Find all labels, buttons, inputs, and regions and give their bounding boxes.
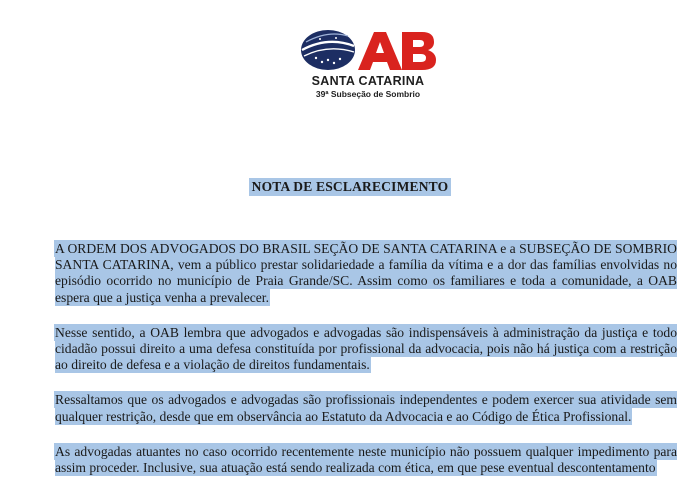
oab-logo: [298, 28, 438, 98]
logo-state-label: SANTA CATARINA: [311, 74, 425, 88]
paragraph-text: A ORDEM DOS ADVOGADOS DO BRASIL SEÇÃO DE SANTA CATARINA e a SUBSEÇÃO DE SOMBRIO SANTA CATARINA, vem a público prestar solidariedade a família da vítima e a dor das famílias envolvidas no episódio ocorrido no município de Praia Grande/SC. Assim como os familiares e toda a comunidade, a OAB espera que a justiça venha a prevalecer.: [55, 241, 677, 305]
logo-subsection-label: 39ª Subseção de Sombrio: [315, 89, 421, 99]
document-body: [55, 241, 677, 495]
paragraph-text: Nesse sentido, a OAB lembra que advogados e advogadas são indispensáveis à administração da justiça e todo cidadão possui direito a uma defesa constituída por profissional da advocacia, pois não há justiça com a restrição ao direito de defesa e a violação de direitos fundamentais.: [55, 324, 677, 373]
paragraph-2: [55, 325, 677, 374]
paragraph-3: [55, 392, 677, 424]
paragraph-4: [55, 444, 677, 476]
oab-emblem-icon: [298, 28, 438, 76]
document-title: NOTA DE ESCLARECIMENTO: [249, 178, 452, 196]
title-container: [0, 178, 700, 196]
paragraph-text: As advogadas atuantes no caso ocorrido recentemente neste município não possuem qualquer impedimento para assim proceder. Inclusive, sua atuação está sendo realizada com ética, em que pese eventual descontentamento: [55, 443, 677, 476]
paragraph-text: Ressaltamos que os advogados e advogadas são profissionais independentes e podem exercer sua atividade sem qualquer restrição, desde que em observância ao Estatuto da Advocacia e ao Código de Ética Profissional.: [55, 392, 677, 424]
paragraph-1: [55, 241, 677, 306]
